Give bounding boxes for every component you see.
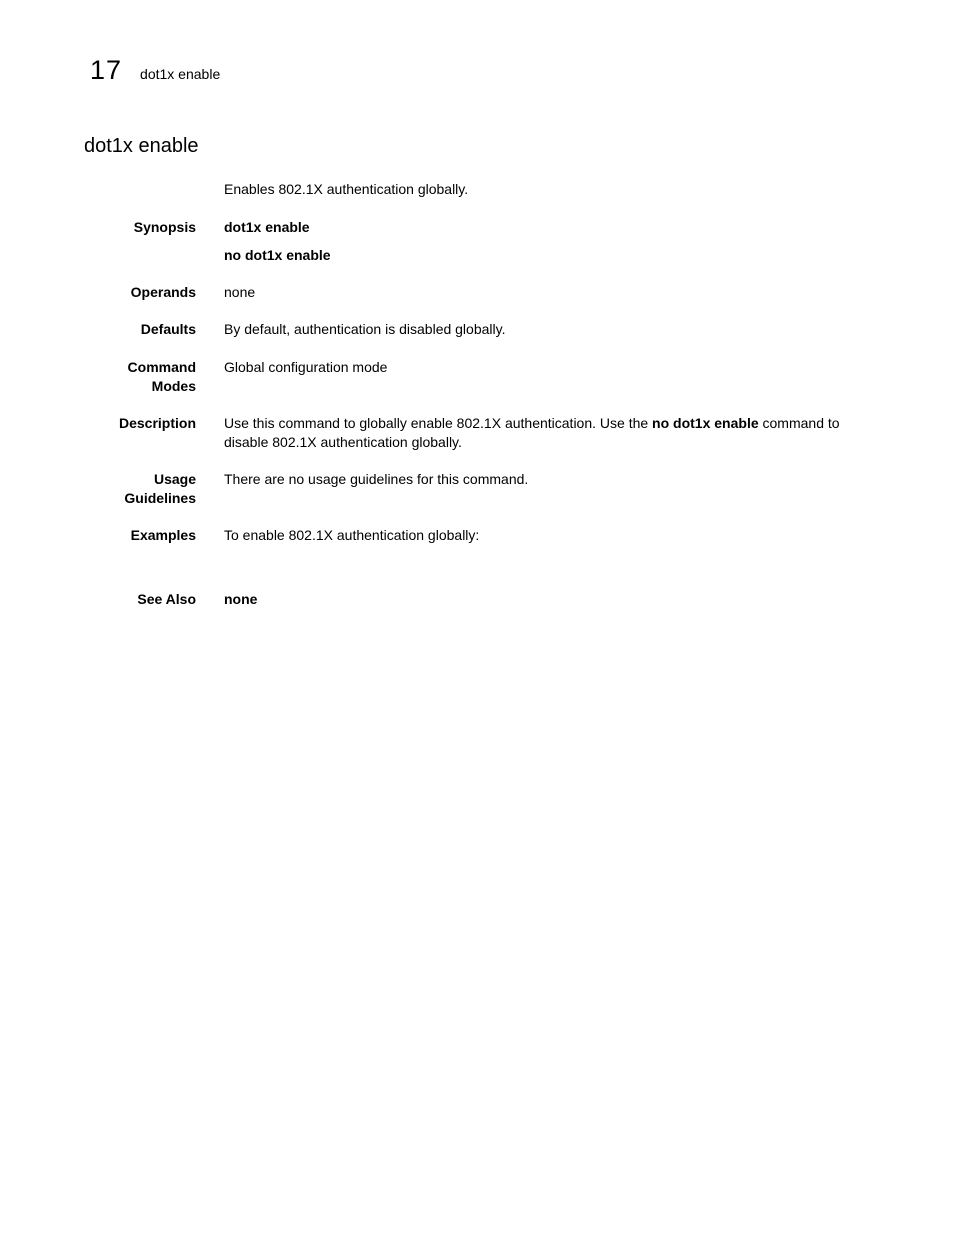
chapter-number: 17 (90, 55, 123, 85)
description-command: no dot1x enable (652, 415, 759, 431)
running-title: dot1x enable (140, 66, 221, 82)
command-summary: Enables 802.1X authentication globally. (224, 181, 469, 197)
operands-content: none (224, 284, 256, 300)
usage-guidelines-label-line2: Guidelines (124, 490, 196, 506)
command-modes-content: Global configuration mode (224, 359, 388, 375)
defaults-content: By default, authentication is disabled globally. (224, 321, 506, 337)
description-label: Description (118, 415, 196, 431)
usage-guidelines-label (76, 470, 196, 508)
usage-guidelines-content: There are no usage guidelines for this command. (224, 471, 529, 487)
description-text-start: Use this command to globally enable 802.1X authentication. Use the (224, 415, 653, 431)
defaults-label: Defaults (140, 321, 196, 337)
section-title: dot1x enable (84, 135, 199, 157)
synopsis-command: dot1x enable (224, 219, 310, 235)
synopsis-label: Synopsis (133, 219, 196, 235)
operands-label: Operands (130, 284, 196, 300)
see-also-content: none (224, 591, 258, 607)
command-modes-label-line1: Command (127, 359, 196, 375)
usage-guidelines-label-line1: Usage (153, 471, 196, 487)
page-header (90, 52, 220, 88)
description-content (224, 414, 884, 452)
examples-label: Examples (130, 527, 196, 543)
synopsis-negation-command: no dot1x enable (224, 247, 331, 263)
command-modes-label-line2: Modes (151, 378, 196, 394)
description-text-end: command to disable 802.1X authentication globally. (224, 415, 840, 450)
examples-content: To enable 802.1X authentication globally: (224, 527, 480, 543)
see-also-label: See Also (137, 591, 196, 607)
synopsis-content (224, 218, 884, 265)
command-modes-label (76, 358, 196, 396)
